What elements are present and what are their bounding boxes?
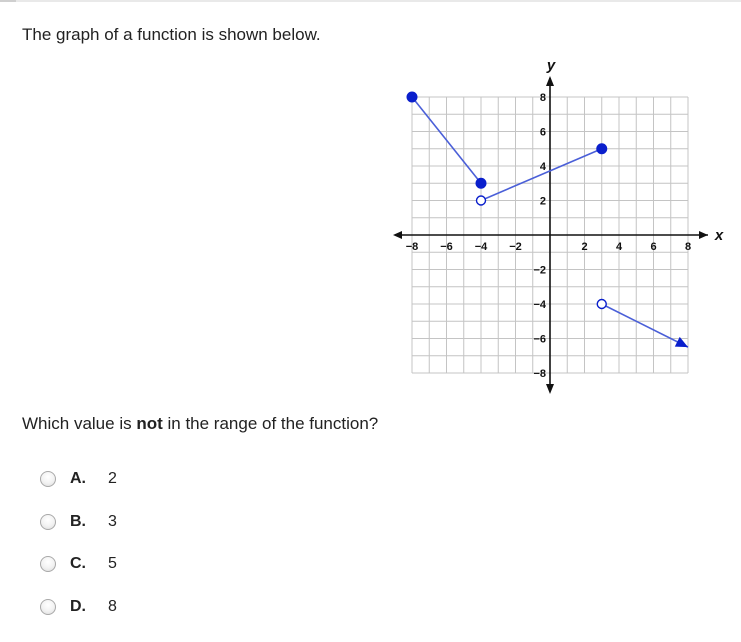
choice-a-radio[interactable]	[40, 471, 56, 487]
x-tick-label: −8	[405, 241, 419, 253]
y-tick-label: −4	[533, 299, 546, 311]
x-tick-label: 2	[581, 241, 588, 253]
closed-point-end	[597, 144, 607, 154]
question-text	[22, 414, 378, 434]
choice-a-value: 2	[108, 470, 117, 487]
question-text-start: Which value is	[22, 414, 137, 433]
y-tick-label: −8	[533, 368, 546, 380]
choice-d-value: 8	[108, 598, 117, 615]
graph-segment-3	[602, 304, 688, 347]
choice-c[interactable]	[40, 552, 117, 576]
choice-d-letter: D.	[70, 598, 86, 615]
y-axis-arrow-up	[546, 76, 554, 86]
x-tick-label: 4	[615, 241, 623, 253]
choice-a[interactable]	[40, 467, 117, 491]
choice-d[interactable]	[40, 595, 117, 619]
open-point-start	[477, 196, 486, 205]
x-tick-label: 8	[684, 241, 692, 253]
y-tick-label: 8	[539, 92, 546, 104]
x-tick-label: −6	[440, 241, 453, 253]
prompt-text: The graph of a function is shown below.	[22, 25, 321, 44]
y-tick-label: 4	[539, 161, 546, 173]
choice-d-radio[interactable]	[40, 599, 56, 615]
choice-a-letter: A.	[70, 470, 86, 487]
graph-segment-2	[481, 149, 602, 201]
y-tick-label: −2	[533, 264, 546, 277]
y-axis-label: y	[546, 57, 556, 74]
closed-point-end	[476, 178, 486, 188]
x-axis-label: x	[714, 227, 724, 244]
x-axis-arrow-right	[699, 231, 708, 239]
y-tick-label: −6	[533, 333, 546, 346]
y-tick-label: 2	[539, 195, 546, 208]
x-tick-label: −4	[474, 241, 488, 253]
choice-c-value: 5	[108, 555, 117, 572]
choice-c-radio[interactable]	[40, 556, 56, 572]
choice-c-letter: C.	[70, 555, 86, 572]
choice-b[interactable]	[40, 510, 117, 534]
question-text-end: in the range of the function?	[162, 414, 379, 433]
question-emphasis: not	[136, 414, 163, 433]
closed-point-start	[407, 92, 417, 102]
choice-b-letter: B.	[70, 513, 86, 530]
x-axis-arrow-left	[393, 231, 402, 239]
y-tick-label: 6	[539, 126, 546, 139]
y-axis-arrow-down	[546, 384, 554, 394]
choice-b-radio[interactable]	[40, 514, 56, 530]
open-point-start	[597, 300, 606, 309]
x-tick-label: −2	[509, 241, 522, 253]
x-tick-label: 6	[650, 241, 657, 253]
choice-b-value: 3	[108, 513, 117, 530]
